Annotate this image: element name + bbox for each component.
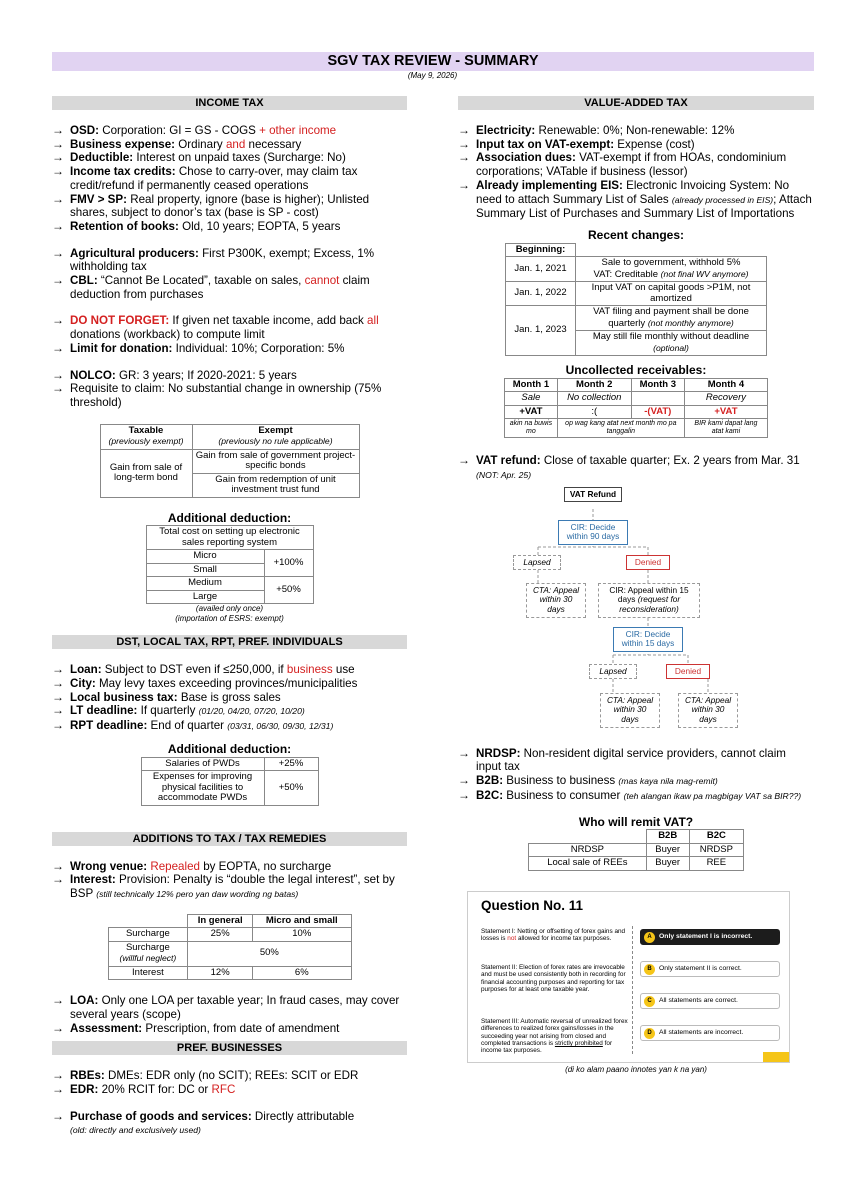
lapsed-node-2: Lapsed [589, 664, 637, 680]
vat-refund-flowchart [458, 483, 814, 745]
list-item: → Input tax on VAT-exempt: Expense (cost) [458, 138, 814, 152]
denied-node-2: Denied [666, 664, 710, 680]
list-item: → Already implementing EIS: Electronic Invoicing System: No need to attach Summary List of Sales (already processed in EIS); Attach Summary List of Purchases and Summary List of Importations [458, 179, 814, 221]
list-item: → Electricity: Renewable: 0%; Non-renewable: 12% [458, 124, 814, 138]
list-item: → Interest: Provision: Penalty is “double the legal interest”, set by BSP (still technically 12% pero yan daw wording ng batas) [52, 873, 407, 901]
option-a[interactable]: A Only statement I is incorrect. [640, 929, 780, 945]
list-item: → NOLCO: GR: 3 years; If 2020-2021: 5 years [52, 369, 407, 383]
income-tax-header: INCOME TAX [52, 96, 407, 110]
list-item: → EDR: 20% RCIT for: DC or RFC [52, 1083, 407, 1097]
list-item: → Retention of books: Old, 10 years; EOPTA, 5 years [52, 220, 407, 234]
list-item: → Deductible: Interest on unpaid taxes (Surcharge: No) [52, 151, 407, 165]
surcharge-table: In general Micro and small Surcharge 25% 10% Surcharge (willful neglect) 50% Interest 12% 6% [108, 914, 352, 981]
cir-decide-15-node: CIR: Decide within 15 days [613, 627, 683, 652]
question-screenshot [467, 891, 790, 1063]
list-item: → Business expense: Ordinary and necessary [52, 138, 407, 152]
additional-deduction-title: Additional deduction: [167, 510, 292, 525]
list-item: → NRDSP: Non-resident digital service providers, cannot claim input tax [458, 747, 814, 774]
list-item: → Wrong venue: Repealed by EOPTA, no surcharge [52, 860, 407, 874]
esrs-table: Total cost on setting up electronic sales reporting system Micro +100% Small Medium +50% Large [146, 525, 314, 604]
page-date: (May 9, 2026) [407, 71, 458, 80]
list-item: → VAT refund: Close of taxable quarter; Ex. 2 years from Mar. 31 (NOT: Apr. 25) [458, 454, 814, 482]
vat-header: VALUE-ADDED TAX [458, 96, 814, 110]
list-item: → City: May levy taxes exceeding provinces/municipalities [52, 677, 407, 691]
statement-2: Statement II: Election of forex rates are irrevocable and must be used consistently both in recording for financial accounting purposes and reporting for tax purposes for at least one taxable year. [481, 963, 626, 993]
list-item: → RPT deadline: End of quarter (03/31, 06/30, 09/30, 12/31) [52, 719, 407, 734]
cta-appeal-node-3: CTA: Appeal within 30 days [678, 693, 738, 728]
cta-appeal-node-2: CTA: Appeal within 30 days [600, 693, 660, 728]
list-item: → Purchase of goods and services: Directly attributable (old: directly and exclusively used) [52, 1110, 407, 1138]
list-item: → Assessment: Prescription, from date of amendment [52, 1022, 407, 1036]
dst-header: DST, LOCAL TAX, RPT, PREF. INDIVIDUALS [52, 635, 407, 649]
statement-3: Statement III: Automatic reversal of unrealized forex differences to realized forex gains/losses in the succeeding year not arising from closed and completed transactions is strictly prohibited for income tax purposes. [481, 1017, 628, 1055]
list-item: → B2C: Business to consumer (teh alangan ikaw pa magbigay VAT sa BIR??) [458, 789, 814, 804]
list-item: → B2B: Business to business (mas kaya nila mag-remit) [458, 774, 814, 789]
statement-1: Statement I: Netting or offsetting of forex gains and losses is not allowed for income tax purposes. [481, 927, 626, 943]
page-title: SGV TAX REVIEW - SUMMARY [52, 52, 814, 71]
cir-decide-90-node: CIR: Decide within 90 days [558, 520, 628, 545]
list-item: → Requisite to claim: No substantial change in ownership (75% threshold) [52, 382, 407, 409]
list-item: → Local business tax: Base is gross sales [52, 691, 407, 705]
option-d[interactable]: D All statements are incorrect. [640, 1025, 780, 1041]
list-item: → Income tax credits: Chose to carry-over, may claim tax credit/refund if permanently ceased operations [52, 165, 407, 192]
list-item: → DO NOT FORGET: If given net taxable income, add back all donations (workback) to compute limit [52, 314, 407, 341]
vat-refund-node: VAT Refund [564, 487, 622, 503]
lapsed-node: Lapsed [513, 555, 561, 571]
cta-appeal-node: CTA: Appeal within 30 days [526, 583, 586, 618]
cir-appeal-node: CIR: Appeal within 15 days (request for reconsideration) [598, 583, 700, 618]
list-item: → CBL: “Cannot Be Located”, taxable on sales, cannot claim deduction from purchases [52, 274, 407, 301]
bond-table: Taxable (previously exempt) Exempt (previously no rule applicable) Gain from sale of long-term bond Gain from sale of government project-specific bonds Gain from redemption of unit investment trust fund [100, 424, 360, 498]
left-column: INCOME TAX → OSD: Corporation: GI = GS - COGS + other income → Business expense: Ordinary and necessary → Deductible: Interest on unpaid taxes (Surcharge: No) → Income tax credits: Chose to carry-over, may claim tax credit/refund if permanently ceased operations → FMV > SP: Real property, ignore (base is higher); Unlisted shares, subject to donor’s tax (base is SP - cost) → Retention of books: Old, 10 years; EOPTA, 5 years → Agricultural producers: First P300K, exempt; Excess, 1% withholding tax → CBL: “Cannot Be Located”, taxable on sales, cannot claim deduction from purchases → DO NOT FORGET: If given net taxable income, add back all donations (workback) to compute limit → Limit for donation: Individual: 10%; Corporation: 5% → NOLCO: GR: 3 years; If 2020-2021: 5 years → Requisite to claim: No substantial change in ownership (75% threshold) Taxable (previously exempt) Exempt (previously no rule applicable) Gain from sale of long-term bond Gain from sale of government project-specific bonds Gain from redemption of unit investment trust fund Additional deduction: Total cost on setting up electronic sales reporting system Micro +100% Small Medium +50% Large (availed only once) (importation of ESRS: exempt) DST, LOCAL TAX, RPT, PREF. INDIVIDUALS → Loan: Subject to DST even if ≤250,000, if business use → City: May levy taxes exceeding provinces/municipalities → Local business tax: Base is gross sales → LT deadline: If quarterly (01/20, 04/20, 07/20, 10/20) → RPT deadline: End of quarter (03/31, 06/30, 09/30, 12/31) Additional deduction: Salaries of PWDs +25% Expenses for improving physical facilities to accommodate PWDs +50% ADDITIONS TO TAX / TAX REMEDIES → Wrong venue: Repealed by EOPTA, no surcharge → Interest: Provision: Penalty is “double the legal interest”, set by BSP (still technically 12% pero yan daw wording ng batas) In general Micro and small Surcharge 25% 10% Surcharge (willful neglect) 50% Interest 12% 6% → LOA: Only one LOA per taxable year; In fraud cases, may cover several years (scope) → Assessment: Prescription, from date of amendment PREF. BUSINESSES → RBEs: DMEs: EDR only (no SCIT); REEs: SCIT or EDR → EDR: 20% RCIT for: DC or RFC → Purchase of goods and services: Directly attributable (old: directly and exclusively used) [52, 96, 407, 1138]
right-column: VALUE-ADDED TAX → Electricity: Renewable: 0%; Non-renewable: 12% → Input tax on VAT-exempt: Expense (cost) → Association dues: VAT-exempt if from HOAs, condominium corporations; VATable if business (lessor) → Already implementing EIS: Electronic Invoicing System: No need to attach Summary List of Sales (already processed in EIS); Attach Summary List of Purchases and Summary List of Importations Recent changes: Beginning: Jan. 1, 2021 Sale to government, withhold 5% VAT: Creditable (not final WV anymore) Jan. 1, 2022 Input VAT on capital goods >P1M, not amortized Jan. 1, 2023 VAT filing and payment shall be done quarterly (not monthly anymore) May still file monthly without deadline (optional) Uncollected receivables: Month 1 Month 2 Month 3 Month 4 Sale No collection Recovery +VAT :( -(VAT) +VAT akin na buwis mo op wag kang atat next month mo pa tanggalin BIR kami dapat lang atat kami → VAT refund: Close of taxable quarter; Ex. 2 years from Mar. 31 (NOT: Apr. 25) VAT Refund CIR: Decide within 90 days Lapsed Denied CTA: Appeal within 30 days CIR: Appeal within 15 days (request for reconsideration) CIR: Decide within 15 days Lapsed Denied CTA: Appeal within 30 days CTA: Appeal within 30 days → NRDSP: Non-resident digital service providers, cannot claim input tax → B2B: Business to business (mas kaya nila mag-remit) → B2C: Business to consumer (teh alangan ikaw pa magbigay VAT sa BIR??) Who will remit VAT? B2B B2C NRDSP Buyer NRDSP Local sale of REEs Buyer REE Question No. 11 Statement I: Netting or offsetting of forex gains and losses is not allowed for income tax purposes. Statement II: Election of forex rates are irrevocable and must be used consistently both in recording for financial accounting purposes and reporting for tax purposes for at least one taxable year. Statement III: Automatic reversal of unrealized forex differences to realized forex gains/losses in the succeeding year not arising from closed and completed transactions is strictly prohibited for income tax purposes. A Only statement I is incorrect. B Only statement II is correct. C All statements are correct. D All statements are incorrect. (di ko alam paano innotes yan k na yan) [458, 96, 814, 1074]
denied-node: Denied [626, 555, 670, 571]
question-caption: (di ko alam paano innotes yan k na yan) [565, 1064, 707, 1074]
list-item: → RBEs: DMEs: EDR only (no SCIT); REEs: SCIT or EDR [52, 1069, 407, 1083]
who-remits-table: B2B B2C NRDSP Buyer NRDSP Local sale of REEs Buyer REE [528, 829, 744, 871]
list-item: → Agricultural producers: First P300K, exempt; Excess, 1% withholding tax [52, 247, 407, 274]
list-item: → Association dues: VAT-exempt if from HOAs, condominium corporations; VATable if business (lessor) [458, 151, 814, 178]
pwd-table: Salaries of PWDs +25% Expenses for improving physical facilities to accommodate PWDs +50% [141, 757, 319, 806]
list-item: → OSD: Corporation: GI = GS - COGS + other income [52, 124, 407, 138]
recent-changes-table: Beginning: Jan. 1, 2021 Sale to government, withhold 5% VAT: Creditable (not final WV anymore) Jan. 1, 2022 Input VAT on capital goods >P1M, not amortized Jan. 1, 2023 VAT filing and payment shall be done quarterly (not monthly anymore) May still file monthly without deadline (optional) [505, 243, 767, 357]
dst-list [52, 663, 407, 734]
pref-header: PREF. BUSINESSES [52, 1041, 407, 1055]
uncollected-table: Month 1 Month 2 Month 3 Month 4 Sale No collection Recovery +VAT :( -(VAT) +VAT akin na buwis mo op wag kang atat next month mo pa tanggalin BIR kami dapat lang atat kami [504, 378, 768, 439]
list-item: → LOA: Only one LOA per taxable year; In fraud cases, may cover several years (scope) [52, 994, 407, 1021]
option-b[interactable]: B Only statement II is correct. [640, 961, 780, 977]
additions-header: ADDITIONS TO TAX / TAX REMEDIES [52, 832, 407, 846]
list-item: → LT deadline: If quarterly (01/20, 04/20, 07/20, 10/20) [52, 704, 407, 719]
option-c[interactable]: C All statements are correct. [640, 993, 780, 1009]
income-tax-list [52, 124, 407, 234]
list-item: → Loan: Subject to DST even if ≤250,000, if business use [52, 663, 407, 677]
list-item: → FMV > SP: Real property, ignore (base is higher); Unlisted shares, subject to donor’s tax (base is SP - cost) [52, 193, 407, 220]
list-item: → Limit for donation: Individual: 10%; Corporation: 5% [52, 342, 407, 356]
question-title: Question No. 11 [481, 897, 584, 913]
